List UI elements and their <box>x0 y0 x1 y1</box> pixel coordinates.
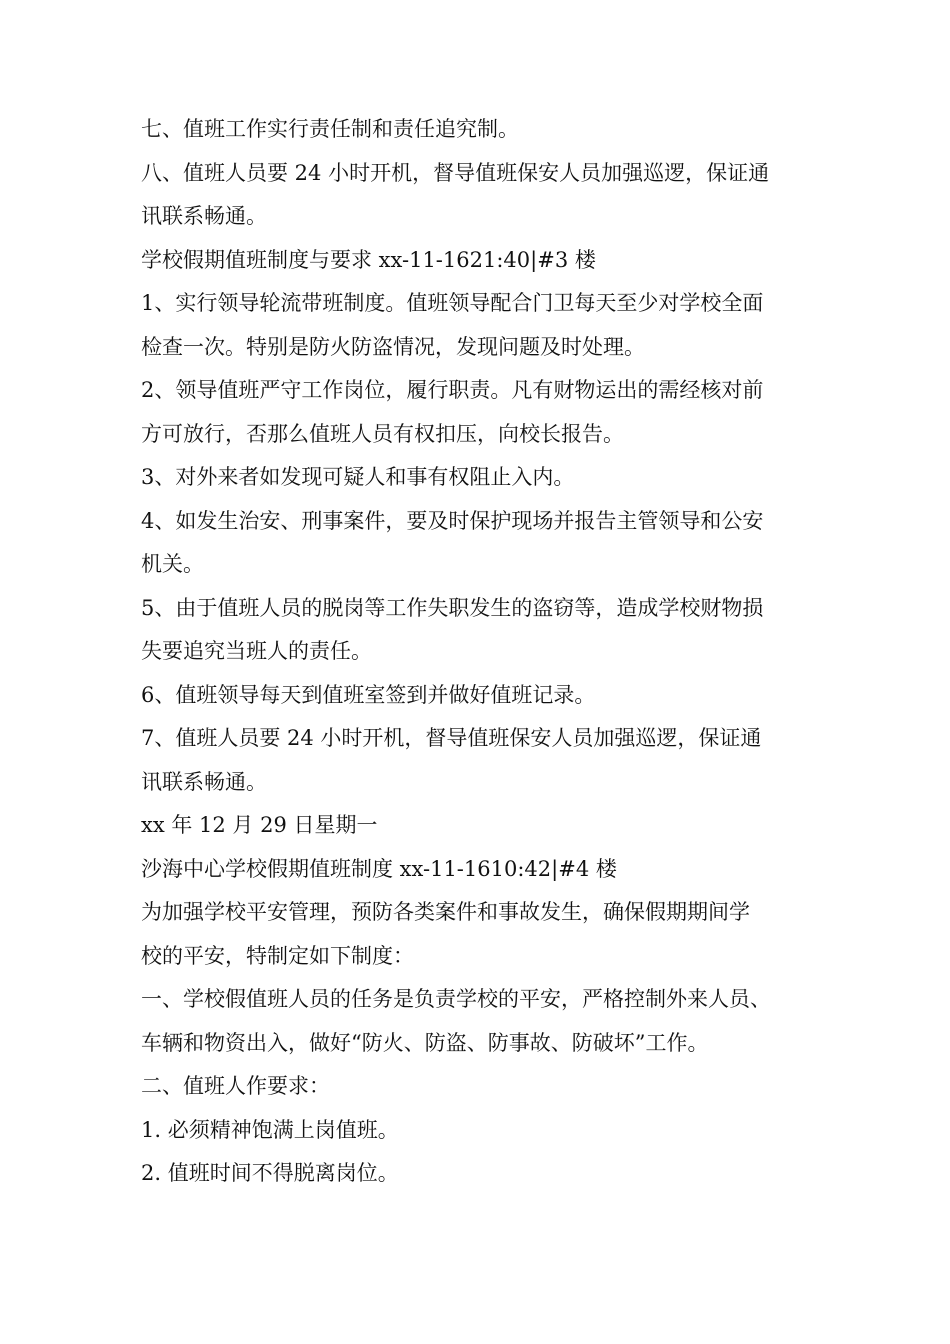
text-line: 1. 必须精神饱满上岗值班。 <box>141 1117 399 1142</box>
section-heading: 沙海中心学校假期值班制度 xx-11-1610:42|#4 楼 <box>141 856 617 881</box>
text-line: 2、领导值班严守工作岗位，履行职责。凡有财物运出的需经核对前 <box>141 378 764 402</box>
text-line: 讯联系畅通。 <box>141 204 267 228</box>
text-line: 4、如发生治安、刑事案件，要及时保护现场并报告主管领导和公安 <box>141 508 764 533</box>
text-line: 5、由于值班人员的脱岗等工作失职发生的盗窃等，造成学校财物损 <box>141 595 764 620</box>
text-line: 失要追究当班人的责任。 <box>141 639 372 663</box>
text-line: 二、值班人作要求： <box>141 1074 330 1098</box>
text-line: 6、值班领导每天到值班室签到并做好值班记录。 <box>141 682 596 707</box>
section-heading: 学校假期值班制度与要求 xx-11-1621:40|#3 楼 <box>141 247 596 272</box>
text-line: 八、值班人员要 24 小时开机，督导值班保安人员加强巡逻，保证通 <box>141 160 770 185</box>
text-line: 2. 值班时间不得脱离岗位。 <box>141 1161 399 1185</box>
date-line: xx 年 12 月 29 日星期一 <box>141 813 378 837</box>
text-line: 车辆和物资出入，做好“防火、防盗、防事故、防破坏”工作。 <box>141 1030 709 1055</box>
text-line: 为加强学校平安管理，预防各类案件和事故发生，确保假期期间学 <box>141 900 750 924</box>
text-line: 3、对外来者如发现可疑人和事有权阻止入内。 <box>141 465 575 489</box>
text-line: 校的平安，特制定如下制度： <box>141 943 414 968</box>
text-line: 1、实行领导轮流带班制度。值班领导配合门卫每天至少对学校全面 <box>141 291 764 315</box>
text-line: 一、学校假值班人员的任务是负责学校的平安，严格控制外来人员、 <box>141 987 771 1011</box>
text-line: 方可放行，否那么值班人员有权扣压，向校长报告。 <box>141 421 624 446</box>
text-line: 机关。 <box>141 552 204 576</box>
text-line: 检查一次。特别是防火防盗情况，发现问题及时处理。 <box>141 334 645 359</box>
text-line: 7、值班人员要 24 小时开机，督导值班保安人员加强巡逻，保证通 <box>141 726 762 750</box>
text-line: 讯联系畅通。 <box>141 769 267 794</box>
text-line: 七、值班工作实行责任制和责任追究制。 <box>141 117 519 141</box>
document-body <box>141 108 821 1196</box>
